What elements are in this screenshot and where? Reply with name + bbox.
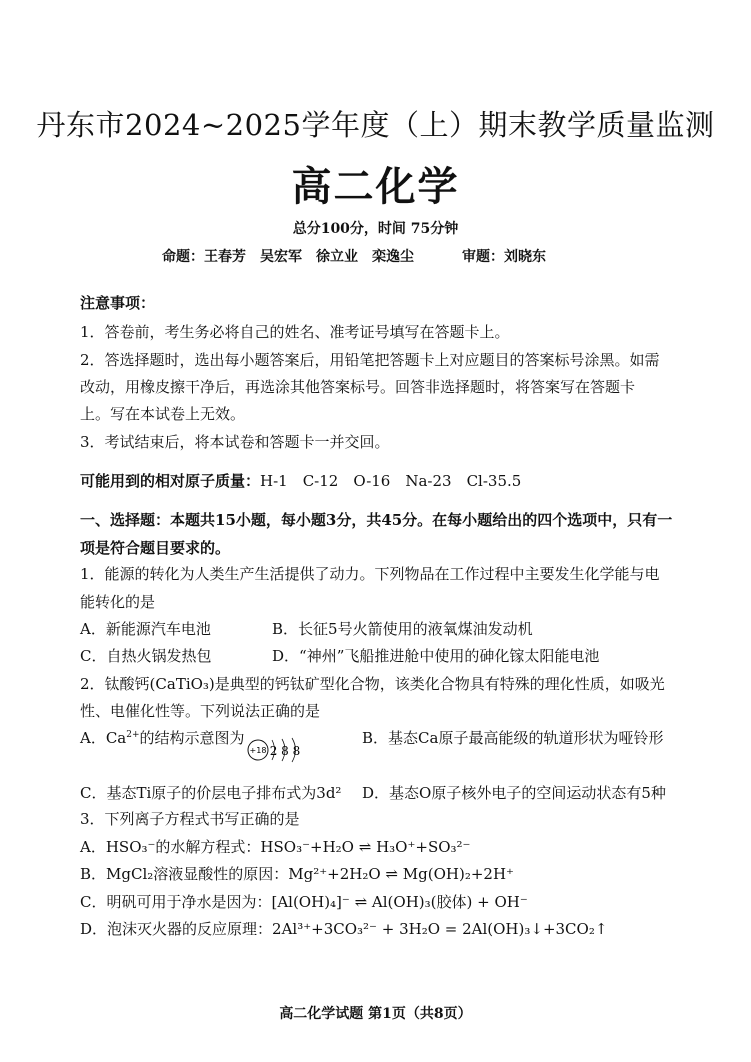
atomic-mass-line <box>80 470 521 491</box>
q2-a-sup: 2+ <box>126 730 140 740</box>
q2-stem-a: 2．钛酸钙(CaTiO₃)是典型的钙钛矿型化合物，该类化合物具有特殊的理化性质，如吸光 <box>80 675 665 693</box>
q3-option-c: C．明矾可用于净水是因为：[Al(OH)₄]⁻ ⇌ Al(OH)₃(胶体) + OH⁻ <box>80 893 528 911</box>
subject-title: 高二化学 <box>291 163 460 210</box>
q2-a-suffix: 的结构示意图为 <box>139 729 245 747</box>
page-footer: 高二化学试题 第1页（共8页） <box>279 1006 472 1022</box>
q1-option-b: B．长征5号火箭使用的液氧煤油发动机 <box>272 620 533 638</box>
q1-option-c: C．自热火锅发热包 <box>80 647 212 665</box>
authors: 命题：王春芳 吴宏军 徐立业 栾逸尘 <box>162 249 414 265</box>
q1-option-a: A．新能源汽车电池 <box>80 620 211 638</box>
atomic-mass-values: H-1 C-12 O-16 Na-23 Cl-35.5 <box>260 472 522 490</box>
q3-option-a: A．HSO₃⁻的水解方程式：HSO₃⁻+H₂O ⇌ H₃O⁺+SO₃²⁻ <box>80 838 471 856</box>
shell-electrons: 2 8 8 <box>269 744 301 758</box>
reviewer: 审题：刘晓东 <box>462 249 546 265</box>
q2-option-c: C．基态Ti原子的价层电子排布式为3d² <box>80 784 342 802</box>
notice-heading: 注意事项： <box>80 294 156 312</box>
q3-option-d: D．泡沫灭火器的反应原理：2Al³⁺+3CO₃²⁻ + 3H₂O = 2Al(OH)₃↓+3CO₂↑ <box>80 920 608 938</box>
score-time: 总分100分，时间 75分钟 <box>292 221 459 237</box>
notice-item-2c: 上。写在本试卷上无效。 <box>80 405 246 423</box>
section1-line1: 一、选择题：本题共15小题，每小题3分，共45分。在每小题给出的四个选项中，只有一 <box>80 511 673 529</box>
nucleus-charge: +18 <box>249 746 267 755</box>
q2-a-prefix: A．Ca <box>80 729 127 747</box>
q2-option-a <box>80 727 245 748</box>
ca-ion-structure-diagram <box>244 734 306 766</box>
authors-line <box>162 246 546 266</box>
q2-stem-b: 性、电催化性等。下列说法正确的是 <box>80 702 321 720</box>
q1-stem-b: 能转化的是 <box>80 593 156 611</box>
q1-option-d: D．“神州”飞船推进舱中使用的砷化镓太阳能电池 <box>272 647 600 665</box>
exam-title: 丹东市2024~2025学年度（上）期末教学质量监测 <box>36 108 715 142</box>
q2-option-d: D．基态O原子核外电子的空间运动状态有5种 <box>362 784 666 802</box>
notice-item-2b: 改动，用橡皮擦干净后，再选涂其他答案标号。回答非选择题时，将答案写在答题卡 <box>80 378 636 396</box>
q3-stem: 3．下列离子方程式书写正确的是 <box>80 810 300 828</box>
notice-item-1: 1．答卷前，考生务必将自己的姓名、准考证号填写在答题卡上。 <box>80 323 510 341</box>
q1-stem-a: 1．能源的转化为人类生产生活提供了动力。下列物品在工作过程中主要发生化学能与电 <box>80 565 660 583</box>
q3-option-b: B．MgCl₂溶液显酸性的原因：Mg²⁺+2H₂O ⇌ Mg(OH)₂+2H⁺ <box>80 865 514 883</box>
atomic-mass-label: 可能用到的相对原子质量： <box>80 472 261 490</box>
q2-option-b: B．基态Ca原子最高能级的轨道形状为哑铃形 <box>362 729 664 747</box>
notice-item-2a: 2．答选择题时，选出每小题答案后，用铅笔把答题卡上对应题目的答案标号涂黑。如需 <box>80 351 660 369</box>
section1-line2: 项是符合题目要求的。 <box>80 539 231 557</box>
notice-item-3: 3．考试结束后，将本试卷和答题卡一并交回。 <box>80 433 390 451</box>
